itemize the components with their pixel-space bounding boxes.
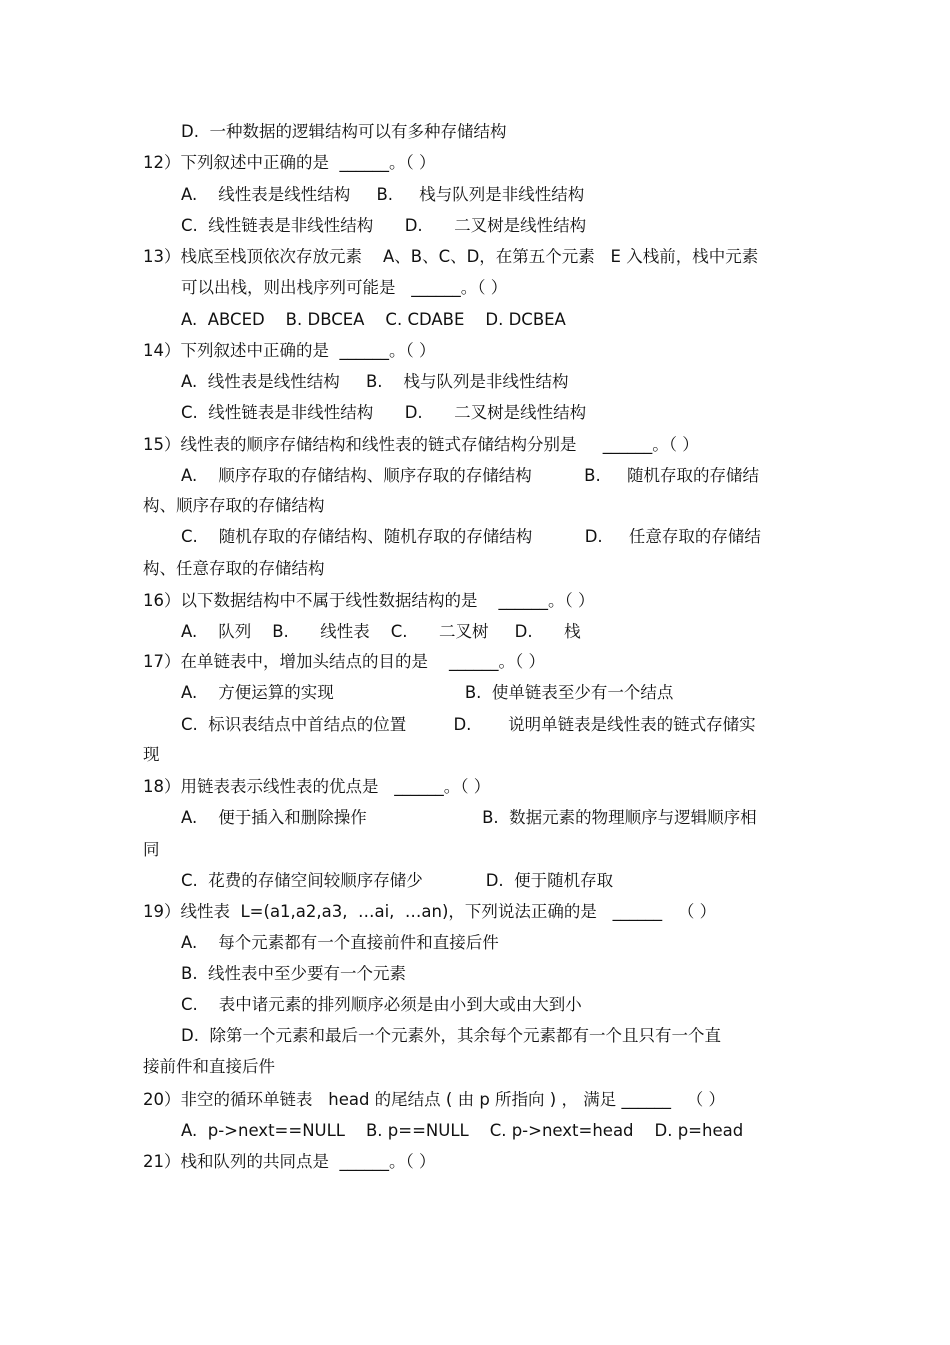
question-line: 21）栈和队列的共同点是 ______。（ ） xyxy=(143,1152,436,1171)
option-line: A. 便于插入和删除操作 B. 数据元素的物理顺序与逻辑顺序相 xyxy=(181,808,757,827)
option-line: A. ABCED B. DBCEA C. CDABE D. DCBEA xyxy=(181,310,566,329)
option-line: C. 花费的存储空间较顺序存储少 D. 便于随机存取 xyxy=(181,871,614,890)
text-line: 构、顺序存取的存储结构 xyxy=(143,496,325,515)
question-line: 16）以下数据结构中不属于线性数据结构的是 ______。（ ） xyxy=(143,591,595,610)
question-line: 19）线性表 L=(a1,a2,a3, …ai, …an)，下列说法正确的是 ______ （ ） xyxy=(143,902,717,921)
option-line: D. 一种数据的逻辑结构可以有多种存储结构 xyxy=(181,122,507,141)
option-line: B. 线性表中至少要有一个元素 xyxy=(181,964,407,983)
option-line: A. 线性表是线性结构 B. 栈与队列是非线性结构 xyxy=(181,185,585,204)
option-line: A. 线性表是线性结构 B. 栈与队列是非线性结构 xyxy=(181,372,569,391)
option-line: D. 除第一个元素和最后一个元素外，其余每个元素都有一个且只有一个直 xyxy=(181,1026,721,1045)
text-line: 构、任意存取的存储结构 xyxy=(143,559,325,578)
text-line: 可以出栈，则出栈序列可能是 ______。（ ） xyxy=(181,278,508,297)
option-line: C. 线性链表是非线性结构 D. 二叉树是线性结构 xyxy=(181,216,587,235)
question-line: 17）在单链表中，增加头结点的目的是 ______。（ ） xyxy=(143,652,545,671)
question-line: 14）下列叙述中正确的是 ______。（ ） xyxy=(143,341,436,360)
text-line: 接前件和直接后件 xyxy=(143,1057,275,1076)
text-line: 同 xyxy=(143,840,160,859)
question-line: 15）线性表的顺序存储结构和线性表的链式存储结构分别是 ______。（ ） xyxy=(143,435,699,454)
option-line: A. 顺序存取的存储结构、顺序存取的存储结构 B. 随机存取的存储结 xyxy=(181,466,759,485)
option-line: C. 随机存取的存储结构、随机存取的存储结构 D. 任意存取的存储结 xyxy=(181,527,761,546)
option-line: A. 方便运算的实现 B. 使单链表至少有一个结点 xyxy=(181,683,674,702)
option-line: C. 线性链表是非线性结构 D. 二叉树是线性结构 xyxy=(181,403,587,422)
question-line: 20）非空的循环单链表 head 的尾结点 ( 由 p 所指向 ) ， 满足 ______ （ ） xyxy=(143,1090,725,1109)
option-line: A. 每个元素都有一个直接前件和直接后件 xyxy=(181,933,499,952)
text-line: 现 xyxy=(143,745,160,764)
option-line: A. p->next==NULL B. p==NULL C. p->next=head D. p=head xyxy=(181,1121,744,1140)
option-line: A. 队列 B. 线性表 C. 二叉树 D. 栈 xyxy=(181,622,581,641)
question-line: 13）栈底至栈顶依次存放元素 A、B、C、D，在第五个元素 E 入栈前，栈中元素 xyxy=(143,247,759,266)
question-line: 18）用链表表示线性表的优点是 ______。（ ） xyxy=(143,777,491,796)
option-line: C. 标识表结点中首结点的位置 D. 说明单链表是线性表的链式存储实 xyxy=(181,715,756,734)
question-line: 12）下列叙述中正确的是 ______。（ ） xyxy=(143,153,436,172)
option-line: C. 表中诸元素的排列顺序必须是由小到大或由大到小 xyxy=(181,995,582,1014)
